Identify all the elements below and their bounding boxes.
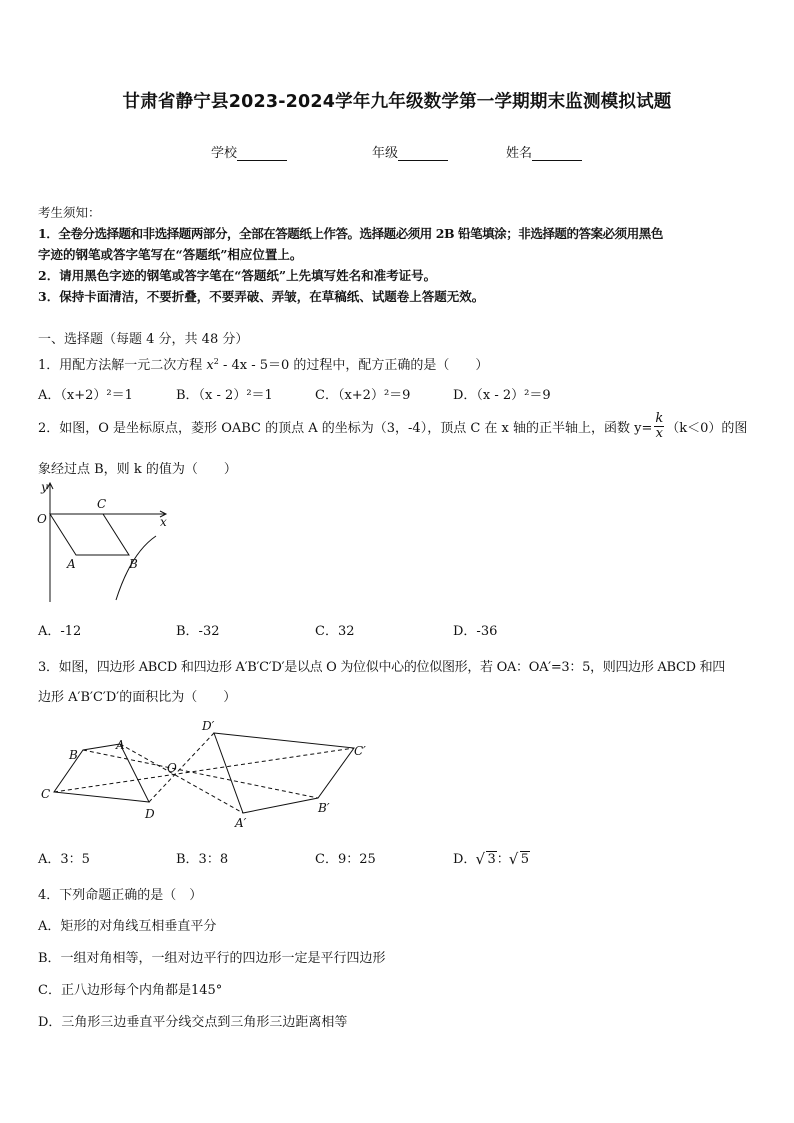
question-3-line-1: 3．如图，四边形 ABCD 和四边形 A′B′C′D′是以点 O 为位似中心的位似图形，若 OA：OA′=3：5，则四边形 ABCD 和四 (38, 660, 725, 675)
notice-heading: 考生须知： (38, 205, 101, 220)
q1-option-c[interactable]: C．（x+2）²＝9 (315, 388, 411, 403)
q3-quad-a2b2c2d2 (214, 733, 354, 813)
q3-option-d[interactable] (453, 848, 530, 867)
q3-label-c: C (41, 787, 51, 801)
q3-figure (36, 715, 376, 835)
question-1-stem (38, 354, 488, 373)
q3-label-d2: D′ (202, 719, 215, 733)
q1-stem-rest: - 4x - 5＝0 的过程中，配方正确的是（ ） (218, 358, 489, 373)
q2-stem-prefix: 2．如图，O 是坐标原点，菱形 OABC 的顶点 A 的坐标为（3，-4），顶点 C 在 x 轴的正半轴上，函数 y= (38, 421, 653, 436)
q2-label-c: C (97, 497, 107, 511)
q2-frac-denominator: x (655, 426, 663, 441)
school-blank[interactable] (237, 146, 287, 161)
q2-option-b[interactable]: B．-32 (176, 624, 220, 639)
question-4-stem: 4．下列命题正确的是（ ） (38, 888, 203, 903)
q1-stem-prefix: 1．用配方法解一元二次方程 (38, 358, 207, 373)
q2-label-y: y (41, 480, 48, 494)
school-label: 学校 (211, 146, 238, 161)
q3-sqrt-5-value: 5 (520, 852, 530, 867)
notice-item-1-line-2: 字迹的钢笔或答字笔写在“答题纸”相应位置上。 (38, 247, 303, 262)
q3-dash-d-d2 (149, 733, 214, 802)
q4-option-d[interactable]: D．三角形三边垂直平分线交点到三角形三边距离相等 (38, 1015, 348, 1030)
section-heading: 一、选择题（每题 4 分，共 48 分） (38, 332, 249, 347)
q3-sqrt-5 (510, 852, 530, 867)
question-3-line-2: 边形 A′B′C′D′的面积比为（ ） (38, 690, 237, 705)
name-blank[interactable] (532, 146, 582, 161)
q2-label-o: O (37, 512, 47, 526)
notice-item-1-line-1: 1．全卷分选择题和非选择题两部分，全部在答题纸上作答。选择题必须用 2B 铅笔填涂；非选择题的答案必须用黑色 (38, 226, 663, 241)
q3-label-a2: A′ (235, 816, 247, 830)
q2-option-d[interactable]: D．-36 (453, 624, 498, 639)
q2-option-a[interactable]: A．-12 (38, 624, 82, 639)
q3-dash-c-c2 (54, 748, 354, 792)
q3-label-o: O (167, 761, 177, 775)
q1-option-a[interactable]: A．（x+2）²＝1 (38, 388, 133, 403)
q1-option-b[interactable]: B．（x - 2）²＝1 (176, 388, 273, 403)
question-2-stem (38, 412, 747, 441)
q3-label-a: A (116, 738, 125, 752)
grade-blank[interactable] (398, 146, 448, 161)
q2-frac-numerator: k (655, 411, 664, 426)
grade-field[interactable] (372, 142, 448, 161)
grade-label: 年级 (372, 146, 399, 161)
q3-option-a[interactable]: A．3：5 (38, 852, 90, 867)
q3-label-d: D (145, 807, 155, 821)
q3-dash-b-b2 (83, 750, 318, 798)
q2-option-c[interactable]: C．32 (315, 624, 355, 639)
q3-sqrt-3-value: 3 (487, 852, 496, 867)
q1-option-d[interactable]: D．（x - 2）²＝9 (453, 388, 551, 403)
q2-fraction (654, 412, 664, 441)
question-2-line-2: 象经过点 B，则 k 的值为（ ） (38, 462, 237, 477)
q2-label-a: A (67, 557, 76, 571)
q4-option-c[interactable]: C．正八边形每个内角都是145° (38, 983, 223, 998)
q3-option-d-prefix: D． (453, 852, 477, 867)
q1-eq-exponent: 2 (213, 357, 219, 366)
q3-option-b[interactable]: B．3：8 (176, 852, 229, 867)
q2-label-x: x (160, 515, 167, 529)
page-title: 甘肃省静宁县2023-2024学年九年级数学第一学期期末监测模拟试题 (122, 92, 672, 112)
q3-sqrt-3 (476, 852, 496, 867)
q1-eq-x: x (206, 358, 214, 373)
q2-stem-post: （k＜0）的图 (666, 421, 748, 436)
q2-figure (36, 478, 176, 604)
notice-item-2: 2．请用黑色字迹的钢笔或答字笔在“答题纸”上先填写姓名和准考证号。 (38, 268, 437, 283)
q2-rhombus-oabc (50, 514, 129, 555)
q3-label-c2: C′ (354, 744, 366, 758)
q3-dash-a-a2 (120, 744, 243, 813)
q3-label-b: B (69, 748, 78, 762)
name-field[interactable] (506, 142, 582, 161)
q3-option-c[interactable]: C．9：25 (315, 852, 376, 867)
q4-option-b[interactable]: B．一组对角相等，一组对边平行的四边形一定是平行四边形 (38, 951, 386, 966)
q2-label-b: B (129, 557, 138, 571)
school-field[interactable] (211, 142, 287, 161)
name-label: 姓名 (506, 146, 533, 161)
q3-label-b2: B′ (318, 801, 330, 815)
q4-option-a[interactable]: A．矩形的对角线互相垂直平分 (38, 919, 217, 934)
notice-item-3: 3．保持卡面清洁，不要折叠，不要弄破、弄皱，在草稿纸、试题卷上答题无效。 (38, 289, 485, 304)
q3-option-d-sep: ： (496, 852, 510, 867)
